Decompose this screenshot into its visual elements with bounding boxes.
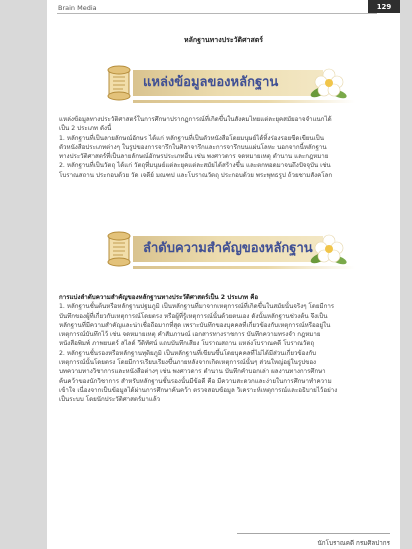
flower-icon xyxy=(309,230,349,268)
text-line: เป็นระบบ โดยนักประวัติศาสตร์มาแล้ว xyxy=(59,396,161,404)
page-number: 129 xyxy=(368,0,400,13)
text-line: ค้นคว้าของนักวิชาการ สำหรับหลักฐานชั้นรองนั้นมีข้อดี คือ มีความสะดวกและง่ายในการศึกษาทำความ xyxy=(59,377,332,385)
section-banner-importance xyxy=(99,226,355,276)
section1-body xyxy=(59,115,391,180)
scroll-icon xyxy=(99,62,141,106)
text-line: ทางประวัติศาสตร์ที่เป็นลายลักษณ์อักษรประเภทอื่น เช่น พงศาวดาร จดหมายเหตุ ตำนาน และกฎหมาย xyxy=(59,153,329,161)
text-line: เป็น 2 ประเภท ดังนี้ xyxy=(59,125,112,133)
text-line: หลักฐานที่มีความสำคัญและน่าเชื่อถือมากที่สุด เพราะบันทึกของบุคคลที่เกี่ยวข้องกับเหตุการณ์หรืออยู่ใน xyxy=(59,321,331,329)
document-page xyxy=(47,0,400,549)
text-line: บันทึกของผู้ที่เกี่ยวกับเหตุการณ์โดยตรง หรือผู้ที่รู้เหตุการณ์นั้นด้วยตนเอง ดังนั้นหลักฐานช่วงต้น จึงเป็น xyxy=(59,312,328,320)
header-publisher: Brain Media xyxy=(58,4,97,12)
section2-heading: การแบ่งลำดับความสำคัญของหลักฐานทางประวัติศาสตร์เป็น 2 ประเภท คือ xyxy=(59,294,259,301)
text-line: เหตุการณ์บันทึกไว้ เช่น จดหมายเหตุ คำสัมภาษณ์ เอกสารทางราชการ บันทึกความทรงจำ กฎหมาย xyxy=(59,331,321,339)
text-line: ตัวหนังสือประเภทต่างๆ ในรูปของการจารึกในศิลาจารึกและการจารึกบนแผ่นโลหะ นอกจากนี้หลักฐาน xyxy=(59,143,327,151)
text-line: 1. หลักฐานชั้นต้นหรือหลักฐานปฐมภูมิ เป็นหลักฐานที่มาจากเหตุการณ์ที่เกิดขึ้นในสมัยนั้นจริงๆ โดยมีการ xyxy=(59,303,335,311)
flower-icon xyxy=(309,64,349,102)
text-line: หนังสือพิมพ์ ภาพยนตร์ สไลด์ วีดิทัศน์ แถบบันทึกเสียง โบราณสถาน แหล่งโบราณคดี โบราณวัตถุ xyxy=(59,340,315,348)
section2-body xyxy=(59,293,391,405)
text-line: โบราณสถาน ประกอบด้วย วัด เจดีย์ มณฑป และโบราณวัตถุ ประกอบด้วย พระพุทธรูป ถ้วยชามสังคโลก xyxy=(59,171,333,179)
scroll-icon xyxy=(99,228,141,272)
banner-title-sources: แหล่งข้อมูลของหลักฐาน xyxy=(143,75,279,90)
footer-text: นักโบราณคดี กรมศิลปากร xyxy=(317,540,390,547)
page-title: หลักฐานทางประวัติศาสตร์ xyxy=(183,36,264,44)
footer-rule xyxy=(237,533,390,534)
text-line: บทความทางวิชาการและหนังสือต่างๆ เช่น พงศาวดาร ตำนาน บันทึกคำบอกเล่า ผลงานทางการศึกษา xyxy=(59,368,326,376)
text-line: แหล่งข้อมูลทางประวัติศาสตร์ในการศึกษาปรากฏการณ์ที่เกิดขึ้นในสังคมไทยแต่ละยุคสมัยอาจจำแนกได้ xyxy=(59,116,332,123)
text-line: เข้าใจ เนื่องจากเป็นข้อมูลได้ผ่านการศึกษาค้นคว้า ตรวจสอบข้อมูล วิเคราะห์เหตุการณ์และอธิบายไว้อย่าง xyxy=(59,386,338,394)
text-line: เหตุการณ์นั้นโดยตรง โดยมีการเรียบเรียงขึ้นภายหลังจากเกิดเหตุการณ์นั้นๆ ส่วนใหญ่อยู่ในรูปของ xyxy=(59,359,317,367)
text-line: 1. หลักฐานที่เป็นลายลักษณ์อักษร ได้แก่ หลักฐานที่เป็นตัวหนังสือโดยมนุษย์ได้ทิ้งร่องรอยขีดเขียนเป็น xyxy=(59,134,324,142)
text-line: 2. หลักฐานชั้นรองหรือหลักฐานทุติยภูมิ เป็นหลักฐานที่เขียนขึ้นโดยบุคคลที่ไม่ได้มีส่วนเกี่ยวข้องกับ xyxy=(59,349,317,357)
section-banner-sources xyxy=(99,60,355,110)
header-rule xyxy=(57,13,377,14)
banner-title-importance: ลำดับความสำคัญของหลักฐาน xyxy=(143,241,313,256)
text-line: 2. หลักฐานที่เป็นวัตถุ ได้แก่ วัตถุที่มนุษย์แต่ละยุคแต่ละสมัยได้สร้างขึ้น และตกทอดมาจนถึงปัจจุบัน เช่น xyxy=(59,162,331,170)
